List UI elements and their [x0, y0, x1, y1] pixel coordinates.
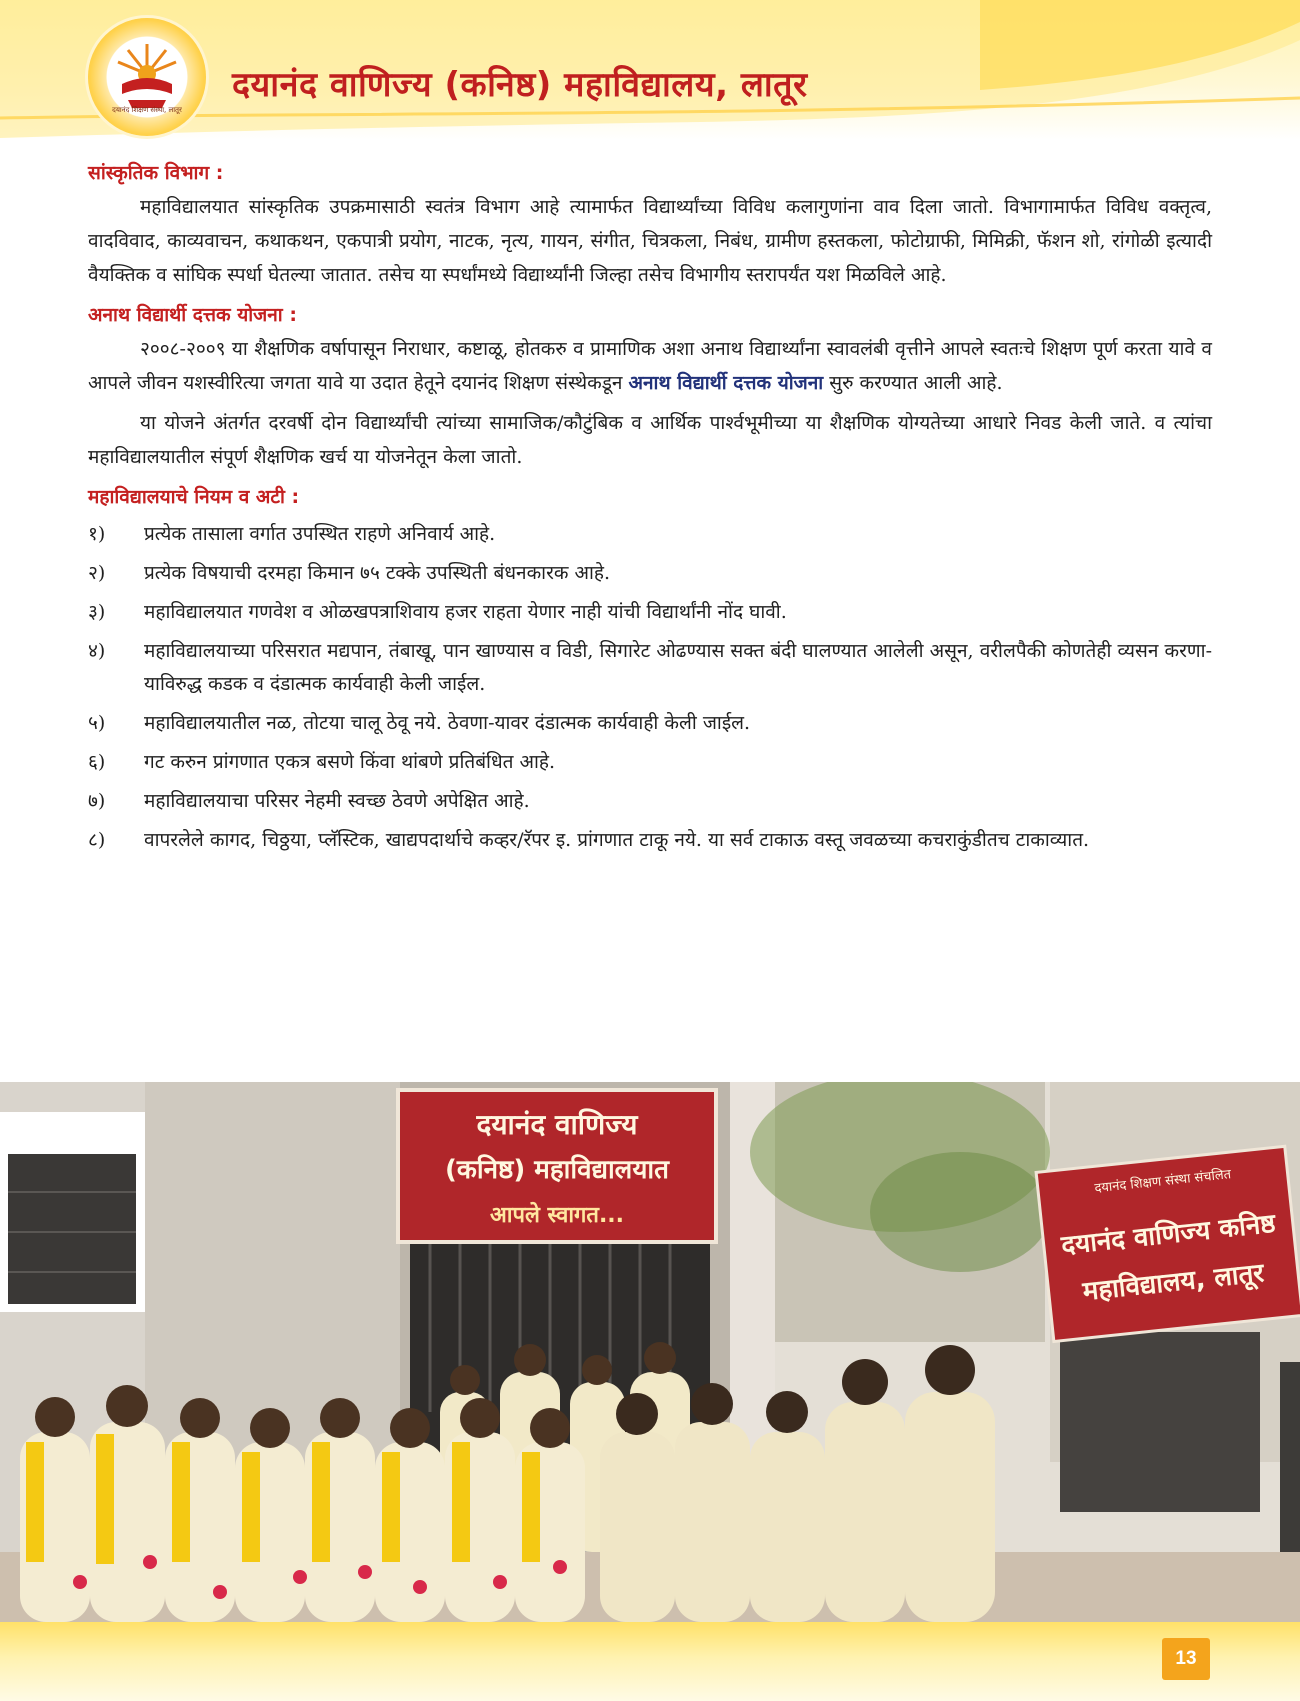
- logo-label: दयानंद शिक्षण संस्था, लातूर: [112, 106, 182, 114]
- rule-number: ५): [88, 712, 106, 734]
- rule-item: [88, 824, 1212, 857]
- rule-item: [88, 785, 1212, 818]
- rule-number: ६): [88, 751, 106, 773]
- rule-item: [88, 707, 1212, 740]
- college-title: दयानंद वाणिज्य (कनिष्ठ) महाविद्यालय, लातूर: [232, 65, 808, 105]
- cultural-paragraph: महाविद्यालयात सांस्कृतिक उपक्रमासाठी स्वतंत्र विभाग आहे त्यामार्फत विद्यार्थ्यांच्या विविध कलागुणांना वाव दिला जातो. विभागामार्फत विविध वक्तृत्व, वादविवाद, काव्यवाचन, कथाकथन, एकपात्री प्रयोग, नाटक, नृत्य, गायन, संगीत, चित्रकला, निबंध, ग्रामीण हस्तकला, फोटोग्राफी, मिमिक्री, फॅशन शो, रांगोळी इत्यादी वैयक्तिक व सांघिक स्पर्धा घेतल्या जातात. तसेच या स्पर्धांमध्ये विद्यार्थ्यांनी जिल्हा तसेच विभागीय स्तरापर्यंत यश मिळविले आहे.: [88, 196, 1212, 286]
- left-sign-line3: आपले स्वागत...: [489, 1203, 625, 1228]
- rule-number: २): [88, 562, 106, 584]
- right-sign-line2: महाविद्यालय, लातूर: [1081, 1258, 1266, 1308]
- page-header: [0, 0, 1300, 140]
- page-number: 13: [1162, 1638, 1210, 1680]
- orphan-scheme-paragraph-2: या योजने अंतर्गत दरवर्षी दोन विद्यार्थ्यांची त्यांच्या सामाजिक/कौटुंबिक व आर्थिक पार्श्वभूमीच्या या शैक्षणिक योग्यतेच्या आधारे निवड केली जाते. व त्यांचा महाविद्यालयातील संपूर्ण शैक्षणिक खर्च या योजनेतून केला जातो.: [88, 412, 1212, 468]
- orphan-scheme-highlight: अनाथ विद्यार्थी दत्तक योजना: [628, 372, 824, 394]
- rule-text: महाविद्यालयाचा परिसर नेहमी स्वच्छ ठेवणे अपेक्षित आहे.: [144, 790, 530, 812]
- rule-text: वापरलेले कागद, चिठ्ठया, प्लॅस्टिक, खाद्यपदार्थाचे कव्हर/रॅपर इ. प्रांगणात टाकू नये. या सर्व टाकाऊ वस्तू जवळच्या कचराकुंडीतच टाकाव्यात.: [144, 829, 1090, 851]
- group-photo: [0, 1082, 1300, 1622]
- rule-item: [88, 746, 1212, 779]
- rule-number: ७): [88, 790, 106, 812]
- rules-list: [88, 518, 1212, 857]
- rule-number: १): [88, 523, 106, 545]
- orphan-text-after: सुरु करण्यात आली आहे.: [823, 372, 1003, 394]
- right-sign-line1: दयानंद वाणिज्य कनिष्ठ: [1059, 1208, 1277, 1262]
- rule-number: ८): [88, 829, 106, 851]
- page-content: [88, 156, 1212, 863]
- rule-text: महाविद्यालयात गणवेश व ओळखपत्राशिवाय हजर राहता येणार नाही यांची विद्यार्थांनी नोंद घावी.: [144, 601, 787, 623]
- rule-item: [88, 557, 1212, 590]
- right-sign-board: [1036, 1146, 1300, 1341]
- rule-text: महाविद्यालयातील नळ, तोटया चालू ठेवू नये. ठेवणा-यावर दंडात्मक कार्यवाही केली जाईल.: [144, 712, 751, 734]
- college-logo: [88, 18, 206, 136]
- right-sign-top: दयानंद शिक्षण संस्था संचलित: [1093, 1167, 1232, 1197]
- rule-item: [88, 635, 1212, 701]
- rule-text: प्रत्येक तासाला वर्गात उपस्थित राहणे अनिवार्य आहे.: [144, 523, 496, 545]
- rule-number: ४): [88, 640, 106, 662]
- rule-text: गट करुन प्रांगणात एकत्र बसणे किंवा थांबणे प्रतिबंधित आहे.: [144, 751, 556, 773]
- rules-heading: महाविद्यालयाचे नियम व अटी :: [88, 486, 300, 508]
- orphan-scheme-paragraph-1: [88, 332, 1212, 400]
- rule-item: [88, 596, 1212, 629]
- orphan-text-before: २००८-२००९ या शैक्षणिक वर्षापासून निराधार, कष्टाळू, होतकरु व प्रामाणिक अशा अनाथ विद्यार्थ्यांना स्वावलंबी वृत्तीने आपले स्वतःचे शिक्षण पूर्ण करता यावे व आपले जीवन यशस्वीरित्या जगता यावे या उदात हेतूने दयानंद शिक्षण संस्थेकडून: [88, 338, 1212, 394]
- rule-number: ३): [88, 601, 106, 623]
- left-sign-line2: (कनिष्ठ) महाविद्यालयात: [445, 1155, 669, 1185]
- rule-text: महाविद्यालयाच्या परिसरात मद्यपान, तंबाखू, पान खाण्यास व विडी, सिगारेट ओढण्यास सक्त बंदी घालण्यात आलेली असून, वरीलपैकी कोणतेही व्यसन करणा-याविरुद्ध कडक व दंडात्मक कार्यवाही केली जाईल.: [144, 640, 1212, 695]
- left-sign-line1: दयानंद वाणिज्य: [476, 1108, 638, 1141]
- rule-item: [88, 518, 1212, 551]
- cultural-heading: सांस्कृतिक विभाग :: [88, 162, 224, 184]
- rule-text: प्रत्येक विषयाची दरमहा किमान ७५ टक्के उपस्थिती बंधनकारक आहे.: [144, 562, 611, 584]
- orphan-scheme-heading: अनाथ विद्यार्थी दत्तक योजना :: [88, 304, 297, 326]
- group-photo-illustration: [0, 1082, 1300, 1622]
- page-footer: [0, 1622, 1300, 1701]
